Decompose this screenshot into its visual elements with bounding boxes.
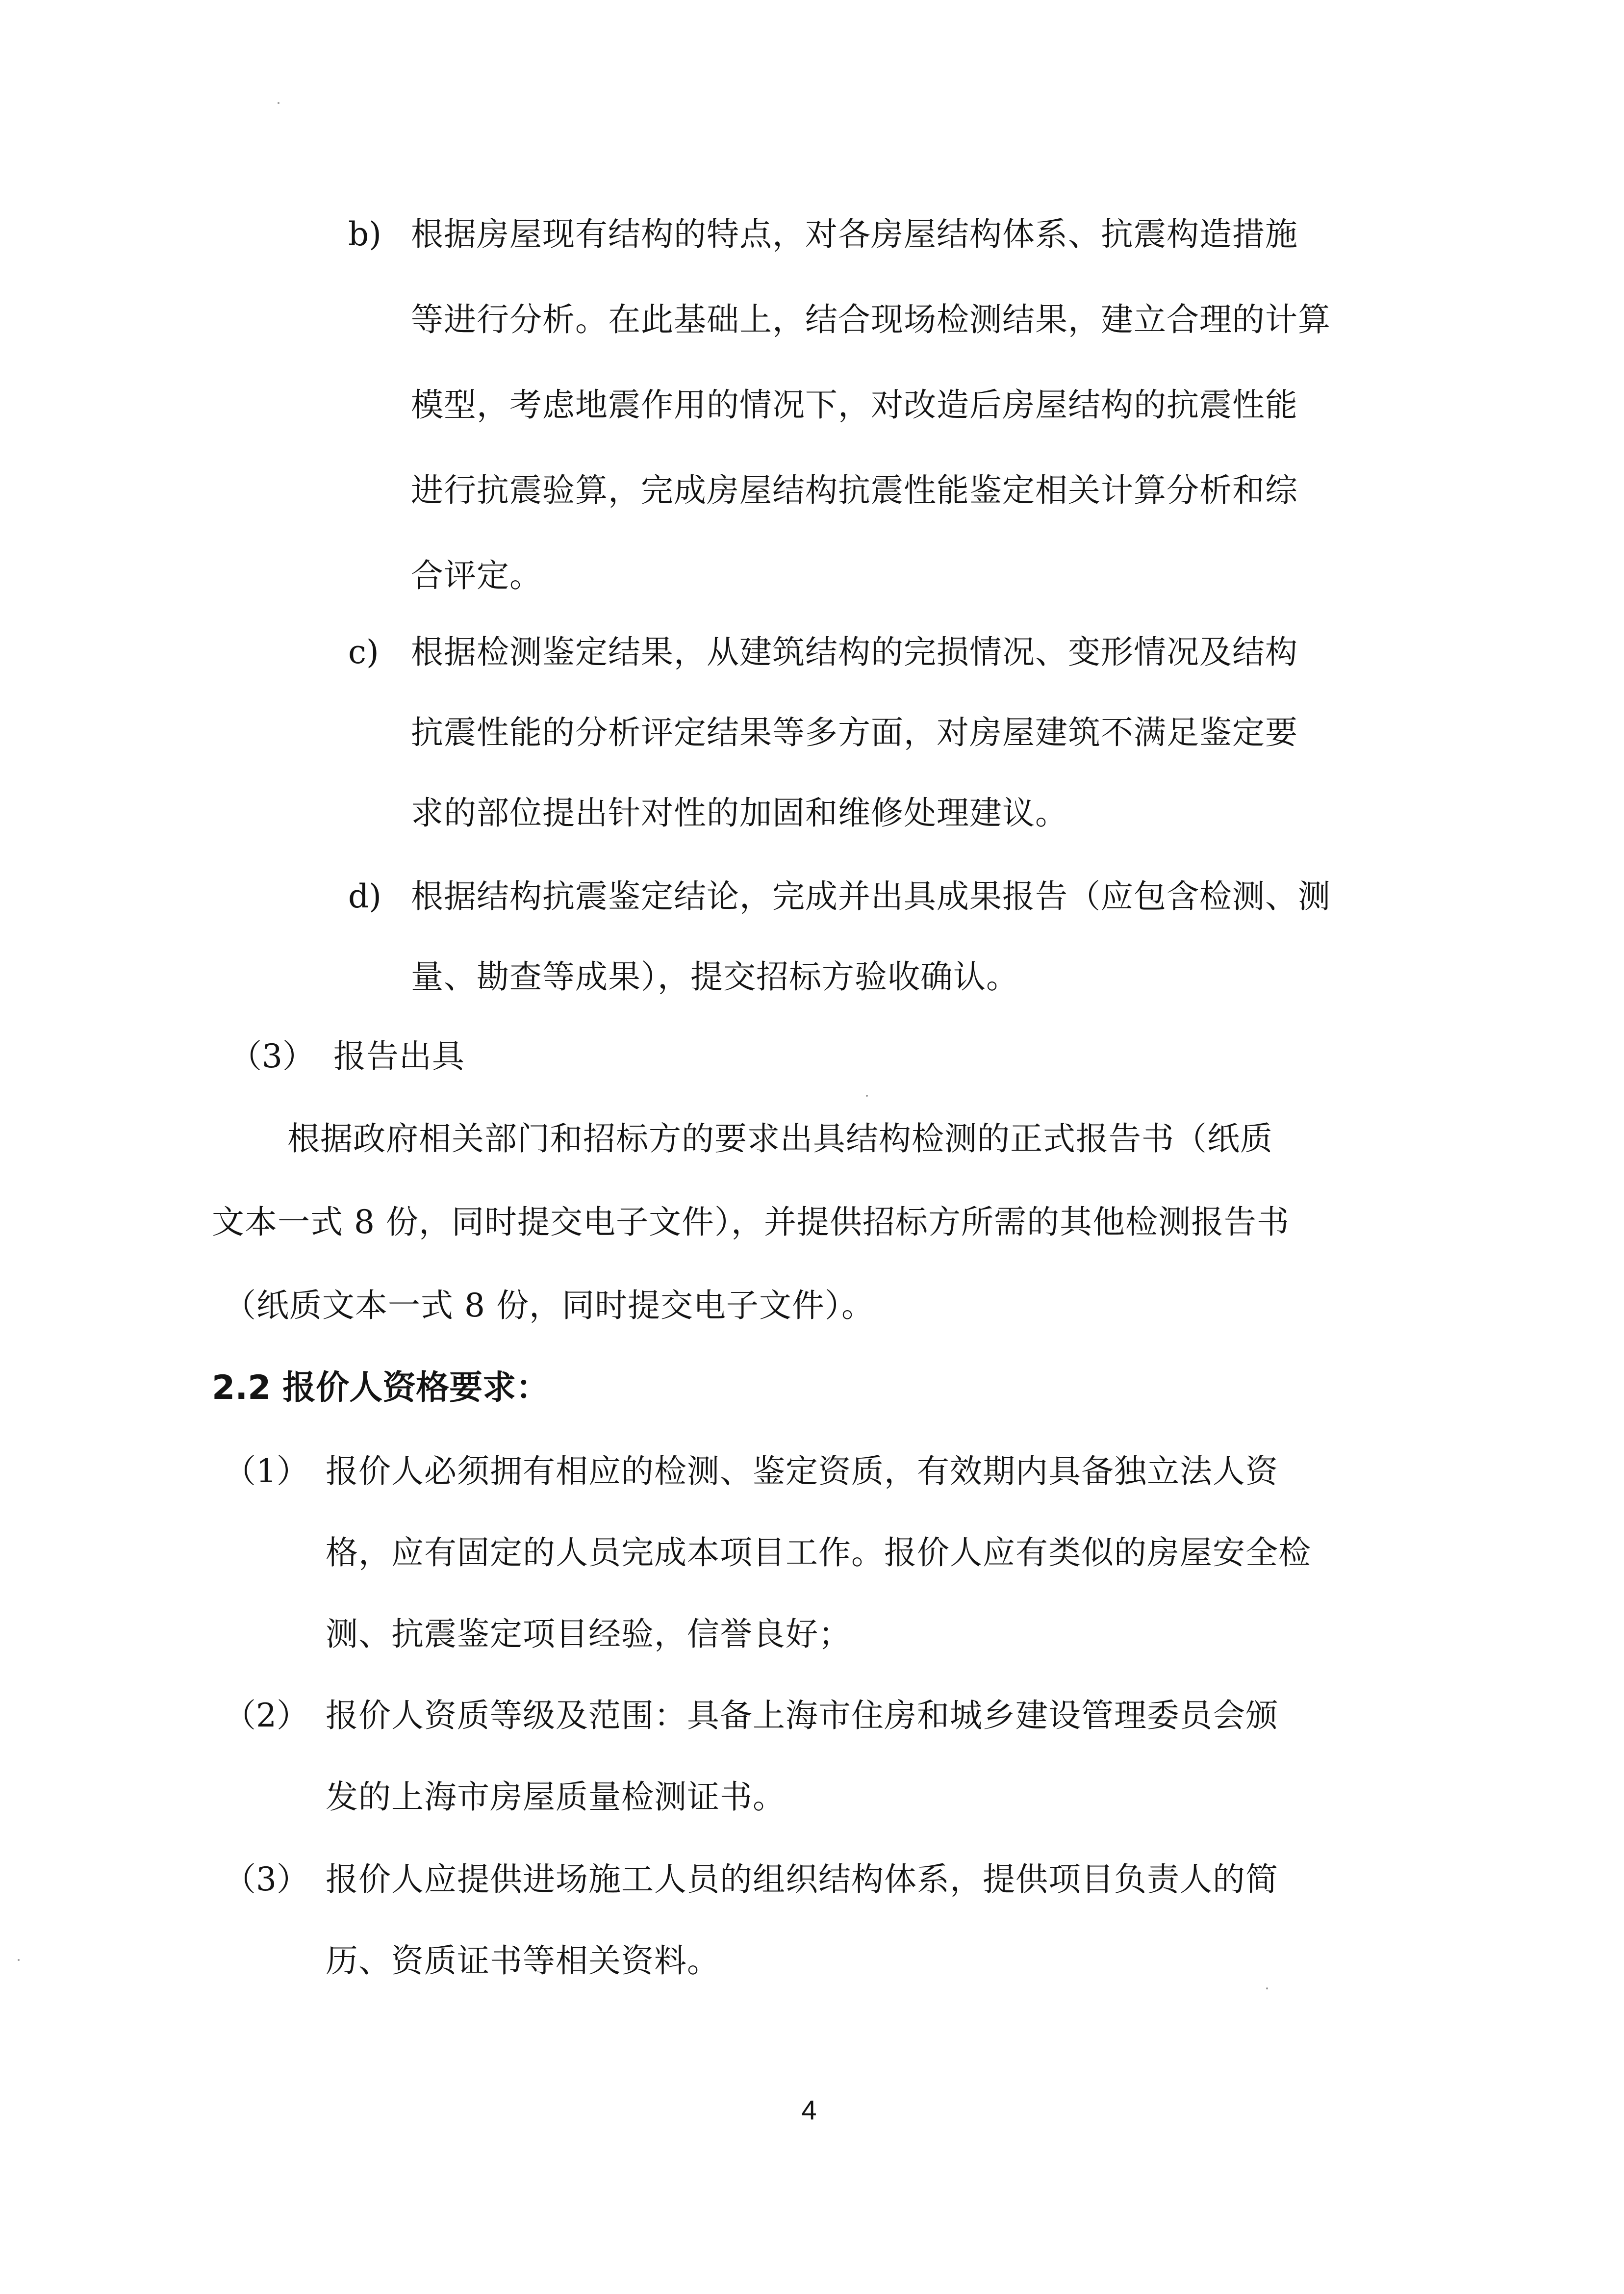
scan-speck — [866, 1095, 868, 1097]
item-b-line-1: 根据房屋现有结构的特点，对各房屋结构体系、抗震构造措施 — [411, 215, 1298, 253]
requirement-3-line-2: 历、资质证书等相关资料。 — [326, 1942, 720, 1980]
item-d-line-1: 根据结构抗震鉴定结论，完成并出具成果报告（应包含检测、测 — [411, 877, 1331, 915]
item-b-line-4: 进行抗震验算，完成房屋结构抗震性能鉴定相关计算分析和综 — [411, 471, 1298, 509]
requirement-1-marker: （1） — [224, 1452, 309, 1490]
section-3-line-3: （纸质文本一式 8 份，同时提交电子文件）。 — [224, 1287, 874, 1324]
item-b-line-5: 合评定。 — [411, 557, 542, 594]
item-b-line-3: 模型，考虑地震作用的情况下，对改造后房屋结构的抗震性能 — [411, 386, 1298, 424]
requirement-3-line-1: 报价人应提供进场施工人员的组织结构体系，提供项目负责人的简 — [326, 1860, 1278, 1898]
item-d-marker: d) — [348, 877, 381, 915]
item-c-line-2: 抗震性能的分析评定结果等多方面，对房屋建筑不满足鉴定要 — [411, 714, 1298, 751]
item-d-line-2: 量、勘查等成果），提交招标方验收确认。 — [411, 958, 1019, 996]
section-heading: 2.2 报价人资格要求： — [212, 1368, 550, 1407]
scan-speck — [1266, 1987, 1268, 1989]
requirement-1-line-2: 格，应有固定的人员完成本项目工作。报价人应有类似的房屋安全检 — [326, 1534, 1311, 1572]
requirement-2-line-1: 报价人资质等级及范围：具备上海市住房和城乡建设管理委员会颁 — [326, 1697, 1278, 1734]
requirement-1-line-1: 报价人必须拥有相应的检测、鉴定资质，有效期内具备独立法人资 — [326, 1452, 1278, 1490]
requirement-3-marker: （3） — [224, 1860, 309, 1898]
item-c-marker: c) — [348, 633, 379, 671]
page-number: 4 — [801, 2094, 817, 2125]
section-3-line-1: 根据政府相关部门和招标方的要求出具结构检测的正式报告书（纸质 — [287, 1120, 1273, 1158]
item-b-marker: b) — [348, 215, 381, 253]
item-c-line-3: 求的部位提出针对性的加固和维修处理建议。 — [411, 794, 1068, 832]
scan-speck — [18, 1959, 20, 1961]
item-c-line-1: 根据检测鉴定结果，从建筑结构的完损情况、变形情况及结构 — [411, 633, 1298, 671]
requirement-2-marker: （2） — [224, 1697, 309, 1734]
item-b-line-2: 等进行分析。在此基础上，结合现场检测结果，建立合理的计算 — [411, 301, 1331, 338]
section-3-title: 报告出具 — [333, 1037, 465, 1075]
requirement-1-line-3: 测、抗震鉴定项目经验，信誉良好； — [326, 1615, 851, 1653]
section-3-marker: （3） — [229, 1037, 315, 1075]
requirement-2-line-2: 发的上海市房屋质量检测证书。 — [326, 1778, 786, 1816]
section-3-line-2: 文本一式 8 份，同时提交电子文件），并提供招标方所需的其他检测报告书 — [212, 1203, 1290, 1241]
scan-speck — [278, 102, 279, 104]
